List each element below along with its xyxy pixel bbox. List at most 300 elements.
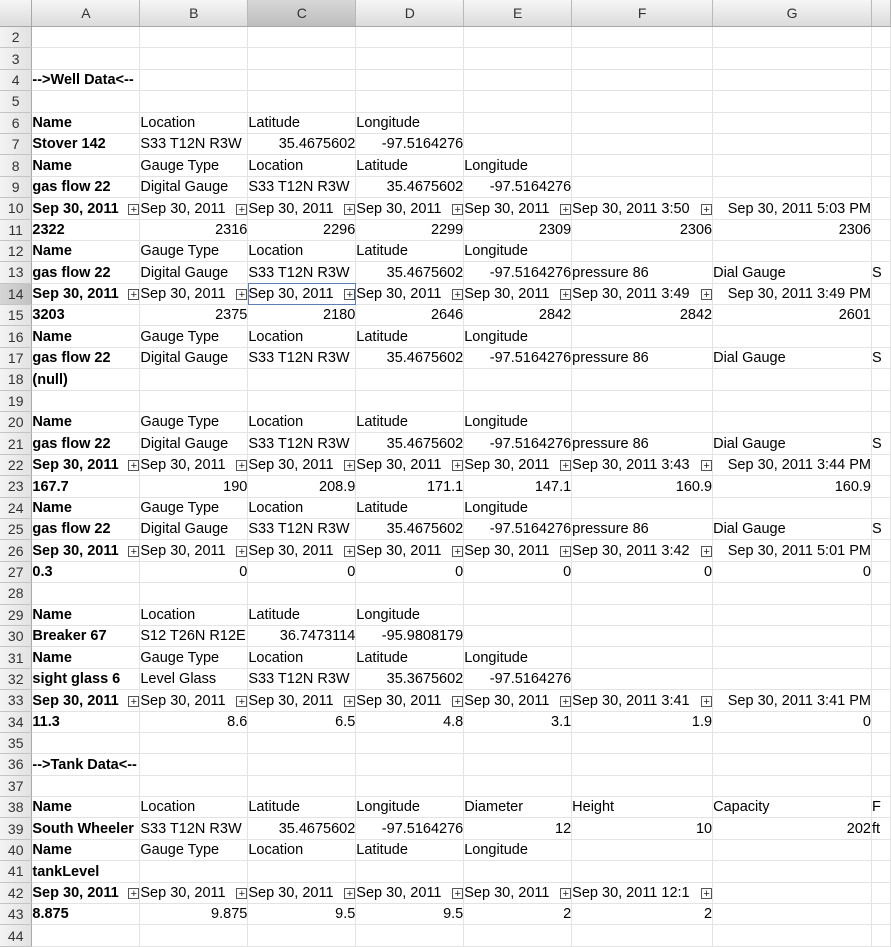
- expand-icon[interactable]: +: [560, 888, 571, 899]
- cell[interactable]: pressure 86: [572, 262, 713, 283]
- expand-icon[interactable]: +: [236, 204, 247, 215]
- cell[interactable]: Longitude: [464, 326, 572, 347]
- expand-icon[interactable]: +: [236, 696, 247, 707]
- expand-icon[interactable]: +: [344, 204, 355, 215]
- cell[interactable]: 2: [572, 904, 713, 925]
- expand-icon[interactable]: +: [701, 460, 712, 471]
- cell[interactable]: -97.5164276: [464, 433, 572, 454]
- cell[interactable]: [872, 711, 891, 732]
- cell[interactable]: [872, 476, 891, 497]
- cell[interactable]: 35.4675602: [356, 176, 464, 197]
- cell[interactable]: [140, 27, 248, 48]
- cell[interactable]: [356, 198, 464, 219]
- cell[interactable]: 35.4675602: [356, 518, 464, 539]
- row-header[interactable]: 21: [0, 433, 32, 454]
- cell[interactable]: 2322: [32, 219, 140, 240]
- cell[interactable]: [356, 882, 464, 903]
- cell[interactable]: Longitude: [356, 112, 464, 133]
- cell[interactable]: [248, 775, 356, 796]
- cell[interactable]: 3.1: [464, 711, 572, 732]
- cell[interactable]: -97.5164276: [464, 518, 572, 539]
- cell[interactable]: Digital Gauge: [140, 176, 248, 197]
- cell[interactable]: Gauge Type: [140, 412, 248, 433]
- cell[interactable]: [572, 112, 713, 133]
- expand-icon[interactable]: +: [560, 460, 571, 471]
- row-header[interactable]: 40: [0, 839, 32, 860]
- cell[interactable]: [872, 412, 891, 433]
- cell[interactable]: 8.875: [32, 904, 140, 925]
- row-header[interactable]: 3: [0, 48, 32, 69]
- cell[interactable]: Location: [248, 240, 356, 261]
- cell[interactable]: [248, 27, 356, 48]
- cell[interactable]: Sep 30, 2011 3:44 PM: [713, 454, 872, 475]
- cell[interactable]: [872, 91, 891, 112]
- cell[interactable]: 9.875: [140, 904, 248, 925]
- cell[interactable]: Longitude: [464, 839, 572, 860]
- row-header[interactable]: 41: [0, 861, 32, 882]
- cell[interactable]: S12 T26N R12E: [140, 625, 248, 646]
- cell[interactable]: [872, 732, 891, 753]
- expand-icon[interactable]: +: [128, 460, 139, 471]
- row-header[interactable]: 26: [0, 540, 32, 561]
- cell[interactable]: Sep 30, 2011 3:49 PM: [713, 283, 872, 304]
- cell[interactable]: [872, 283, 891, 304]
- cell[interactable]: [32, 27, 140, 48]
- cell[interactable]: Dial Gauge: [713, 518, 872, 539]
- cell[interactable]: [572, 775, 713, 796]
- cell[interactable]: [872, 48, 891, 69]
- row-header[interactable]: 31: [0, 647, 32, 668]
- cell[interactable]: [872, 647, 891, 668]
- cell[interactable]: [32, 283, 140, 304]
- cell[interactable]: [32, 690, 140, 711]
- cell[interactable]: [140, 754, 248, 775]
- cell[interactable]: Latitude: [356, 412, 464, 433]
- expand-icon[interactable]: +: [560, 696, 571, 707]
- cell[interactable]: [248, 583, 356, 604]
- row-header[interactable]: 30: [0, 625, 32, 646]
- row-header[interactable]: 7: [0, 133, 32, 154]
- cell[interactable]: Location: [140, 604, 248, 625]
- cell[interactable]: [713, 412, 872, 433]
- cell[interactable]: S33 T12N R3W: [248, 176, 356, 197]
- expand-icon[interactable]: +: [344, 546, 355, 557]
- expand-icon[interactable]: +: [236, 546, 247, 557]
- cell[interactable]: [872, 326, 891, 347]
- cell[interactable]: [713, 69, 872, 90]
- cell[interactable]: 2601: [713, 305, 872, 326]
- row-header[interactable]: 13: [0, 262, 32, 283]
- cell[interactable]: [872, 112, 891, 133]
- cell[interactable]: 0: [464, 561, 572, 582]
- cell[interactable]: [572, 176, 713, 197]
- row-header[interactable]: 39: [0, 818, 32, 839]
- expand-icon[interactable]: +: [701, 696, 712, 707]
- cell[interactable]: gas flow 22: [32, 262, 140, 283]
- cell[interactable]: [572, 839, 713, 860]
- cell[interactable]: [464, 69, 572, 90]
- cell[interactable]: Gauge Type: [140, 326, 248, 347]
- cell[interactable]: (null): [32, 369, 140, 390]
- cell[interactable]: [464, 732, 572, 753]
- expand-icon[interactable]: +: [236, 888, 247, 899]
- cell[interactable]: [464, 861, 572, 882]
- row-header[interactable]: 34: [0, 711, 32, 732]
- cell[interactable]: [713, 861, 872, 882]
- cell[interactable]: Dial Gauge: [713, 262, 872, 283]
- expand-icon[interactable]: +: [452, 460, 463, 471]
- cell[interactable]: Location: [248, 647, 356, 668]
- cell[interactable]: [356, 732, 464, 753]
- cell[interactable]: Sep 30, 2011 5:01 PM: [713, 540, 872, 561]
- cell[interactable]: Location: [248, 497, 356, 518]
- cell[interactable]: [32, 732, 140, 753]
- cell[interactable]: Location: [248, 155, 356, 176]
- cell[interactable]: Gauge Type: [140, 240, 248, 261]
- cell[interactable]: [356, 583, 464, 604]
- cell[interactable]: [464, 48, 572, 69]
- expand-icon[interactable]: +: [701, 888, 712, 899]
- cell[interactable]: [572, 390, 713, 411]
- expand-icon[interactable]: +: [344, 289, 355, 300]
- row-header[interactable]: 17: [0, 347, 32, 368]
- row-header[interactable]: 12: [0, 240, 32, 261]
- cell[interactable]: S33 T12N R3W: [140, 133, 248, 154]
- cell[interactable]: 2306: [572, 219, 713, 240]
- cell[interactable]: [356, 540, 464, 561]
- cell[interactable]: [713, 583, 872, 604]
- row-header[interactable]: 22: [0, 454, 32, 475]
- cell[interactable]: [32, 198, 140, 219]
- cell[interactable]: [248, 754, 356, 775]
- cell[interactable]: [32, 540, 140, 561]
- cell[interactable]: [32, 454, 140, 475]
- cell[interactable]: [140, 369, 248, 390]
- cell[interactable]: 0: [713, 711, 872, 732]
- cell[interactable]: [713, 732, 872, 753]
- cell[interactable]: Location: [140, 112, 248, 133]
- cell[interactable]: S33 T12N R3W: [248, 668, 356, 689]
- cell[interactable]: F: [872, 797, 891, 818]
- cell[interactable]: [248, 732, 356, 753]
- cell[interactable]: [872, 27, 891, 48]
- cell[interactable]: 0: [356, 561, 464, 582]
- cell[interactable]: -97.5164276: [356, 133, 464, 154]
- expand-icon[interactable]: +: [236, 460, 247, 471]
- cell[interactable]: S33 T12N R3W: [140, 818, 248, 839]
- cell[interactable]: [572, 283, 713, 304]
- cell[interactable]: S33 T12N R3W: [248, 347, 356, 368]
- cell[interactable]: Longitude: [464, 412, 572, 433]
- cell[interactable]: [572, 91, 713, 112]
- cell[interactable]: Latitude: [356, 155, 464, 176]
- cell[interactable]: [872, 133, 891, 154]
- cell[interactable]: S33 T12N R3W: [248, 433, 356, 454]
- cell[interactable]: [572, 454, 713, 475]
- cell[interactable]: -97.5164276: [464, 668, 572, 689]
- cell[interactable]: [572, 540, 713, 561]
- cell[interactable]: Latitude: [356, 647, 464, 668]
- cell[interactable]: [713, 754, 872, 775]
- cell[interactable]: [356, 91, 464, 112]
- cell[interactable]: 2842: [464, 305, 572, 326]
- cell[interactable]: [32, 925, 140, 946]
- cell[interactable]: [572, 155, 713, 176]
- cell[interactable]: Name: [32, 647, 140, 668]
- row-header[interactable]: 9: [0, 176, 32, 197]
- cell[interactable]: 2316: [140, 219, 248, 240]
- cell[interactable]: [464, 625, 572, 646]
- cell[interactable]: Sep 30, 2011 5:03 PM: [713, 198, 872, 219]
- cell[interactable]: [713, 390, 872, 411]
- cell[interactable]: [248, 690, 356, 711]
- cell[interactable]: 2180: [248, 305, 356, 326]
- expand-icon[interactable]: +: [452, 888, 463, 899]
- expand-icon[interactable]: +: [452, 696, 463, 707]
- cell[interactable]: sight glass 6: [32, 668, 140, 689]
- cell[interactable]: [248, 91, 356, 112]
- cell[interactable]: Digital Gauge: [140, 433, 248, 454]
- cell[interactable]: [872, 839, 891, 860]
- cell[interactable]: -97.5164276: [464, 347, 572, 368]
- cell[interactable]: [464, 775, 572, 796]
- cell[interactable]: [713, 839, 872, 860]
- cell[interactable]: [872, 540, 891, 561]
- cell[interactable]: Gauge Type: [140, 839, 248, 860]
- cell[interactable]: 0: [713, 561, 872, 582]
- cell[interactable]: [140, 454, 248, 475]
- cell[interactable]: [872, 390, 891, 411]
- cell[interactable]: -95.9808179: [356, 625, 464, 646]
- expand-icon[interactable]: +: [560, 546, 571, 557]
- cell[interactable]: 9.5: [356, 904, 464, 925]
- expand-icon[interactable]: +: [344, 888, 355, 899]
- cell[interactable]: [140, 882, 248, 903]
- row-header[interactable]: 8: [0, 155, 32, 176]
- cell[interactable]: 35.4675602: [356, 433, 464, 454]
- cell[interactable]: Latitude: [356, 326, 464, 347]
- cell[interactable]: [572, 27, 713, 48]
- cell[interactable]: 190: [140, 476, 248, 497]
- cell[interactable]: 171.1: [356, 476, 464, 497]
- cell[interactable]: [572, 583, 713, 604]
- cell[interactable]: Name: [32, 326, 140, 347]
- cell[interactable]: [140, 583, 248, 604]
- cell[interactable]: [32, 48, 140, 69]
- cell[interactable]: [140, 861, 248, 882]
- cell[interactable]: [140, 690, 248, 711]
- cell[interactable]: [248, 882, 356, 903]
- cell[interactable]: [872, 561, 891, 582]
- row-header[interactable]: 42: [0, 882, 32, 903]
- cell[interactable]: Latitude: [356, 240, 464, 261]
- cell[interactable]: -97.5164276: [356, 818, 464, 839]
- cell[interactable]: [356, 454, 464, 475]
- cell[interactable]: [140, 198, 248, 219]
- cell[interactable]: [572, 604, 713, 625]
- cell[interactable]: gas flow 22: [32, 347, 140, 368]
- cell[interactable]: [572, 326, 713, 347]
- cell[interactable]: [464, 690, 572, 711]
- cell[interactable]: [140, 91, 248, 112]
- cell[interactable]: [356, 861, 464, 882]
- cell[interactable]: tankLevel: [32, 861, 140, 882]
- cell[interactable]: Height: [572, 797, 713, 818]
- cell[interactable]: [713, 904, 872, 925]
- row-header[interactable]: 11: [0, 219, 32, 240]
- cell[interactable]: [248, 861, 356, 882]
- cell[interactable]: [872, 155, 891, 176]
- cell[interactable]: [464, 198, 572, 219]
- expand-icon[interactable]: +: [128, 546, 139, 557]
- cell[interactable]: 2375: [140, 305, 248, 326]
- cell[interactable]: [872, 240, 891, 261]
- cell[interactable]: [248, 925, 356, 946]
- column-header-h[interactable]: [872, 0, 891, 27]
- cell[interactable]: [572, 925, 713, 946]
- cell[interactable]: Latitude: [248, 604, 356, 625]
- row-header[interactable]: 2: [0, 27, 32, 48]
- cell[interactable]: 0: [140, 561, 248, 582]
- cell[interactable]: Digital Gauge: [140, 262, 248, 283]
- cell[interactable]: [248, 48, 356, 69]
- cell[interactable]: [872, 625, 891, 646]
- cell[interactable]: [248, 198, 356, 219]
- cell[interactable]: S33 T12N R3W: [248, 262, 356, 283]
- cell[interactable]: [356, 390, 464, 411]
- cell[interactable]: 35.4675602: [248, 133, 356, 154]
- cell[interactable]: [572, 133, 713, 154]
- cell[interactable]: Longitude: [464, 647, 572, 668]
- cell[interactable]: 0: [572, 561, 713, 582]
- cell[interactable]: Digital Gauge: [140, 518, 248, 539]
- row-header[interactable]: 43: [0, 904, 32, 925]
- cell[interactable]: 2306: [713, 219, 872, 240]
- cell[interactable]: 3203: [32, 305, 140, 326]
- cell[interactable]: [140, 283, 248, 304]
- cell[interactable]: [356, 925, 464, 946]
- cell[interactable]: [464, 390, 572, 411]
- cell[interactable]: Digital Gauge: [140, 347, 248, 368]
- cell[interactable]: [713, 155, 872, 176]
- cell[interactable]: 2: [464, 904, 572, 925]
- row-header[interactable]: 14: [0, 283, 32, 304]
- cell[interactable]: [713, 647, 872, 668]
- cell[interactable]: [572, 732, 713, 753]
- row-header[interactable]: 32: [0, 668, 32, 689]
- cell[interactable]: 35.4675602: [356, 262, 464, 283]
- cell[interactable]: S: [872, 518, 891, 539]
- expand-icon[interactable]: +: [452, 546, 463, 557]
- cell[interactable]: Latitude: [356, 839, 464, 860]
- cell[interactable]: [572, 625, 713, 646]
- cell[interactable]: Name: [32, 412, 140, 433]
- cell[interactable]: -->Well Data<--: [32, 69, 140, 90]
- cell[interactable]: gas flow 22: [32, 518, 140, 539]
- expand-icon[interactable]: +: [560, 289, 571, 300]
- cell[interactable]: [356, 48, 464, 69]
- row-header[interactable]: 33: [0, 690, 32, 711]
- cell[interactable]: [356, 283, 464, 304]
- cell[interactable]: 2296: [248, 219, 356, 240]
- expand-icon[interactable]: +: [128, 204, 139, 215]
- cell[interactable]: Level Glass: [140, 668, 248, 689]
- cell[interactable]: [713, 91, 872, 112]
- cell[interactable]: [713, 112, 872, 133]
- cell[interactable]: 8.6: [140, 711, 248, 732]
- cell[interactable]: [713, 625, 872, 646]
- cell[interactable]: [713, 133, 872, 154]
- cell[interactable]: [572, 412, 713, 433]
- cell[interactable]: [572, 668, 713, 689]
- cell[interactable]: 0: [248, 561, 356, 582]
- cell[interactable]: [464, 91, 572, 112]
- row-header[interactable]: 10: [0, 198, 32, 219]
- cell[interactable]: 1.9: [572, 711, 713, 732]
- cell[interactable]: Name: [32, 155, 140, 176]
- row-header[interactable]: 18: [0, 369, 32, 390]
- cell[interactable]: [464, 604, 572, 625]
- cell[interactable]: 2299: [356, 219, 464, 240]
- cell[interactable]: 0.3: [32, 561, 140, 582]
- cell[interactable]: [872, 454, 891, 475]
- expand-icon[interactable]: +: [701, 289, 712, 300]
- cell[interactable]: 2309: [464, 219, 572, 240]
- cell[interactable]: ft: [872, 818, 891, 839]
- cell[interactable]: [872, 176, 891, 197]
- cell[interactable]: [872, 497, 891, 518]
- cell[interactable]: [356, 369, 464, 390]
- cell[interactable]: S: [872, 433, 891, 454]
- cell[interactable]: [713, 497, 872, 518]
- cell[interactable]: 4.8: [356, 711, 464, 732]
- cell[interactable]: Longitude: [464, 155, 572, 176]
- cell[interactable]: pressure 86: [572, 347, 713, 368]
- cell[interactable]: [464, 540, 572, 561]
- expand-icon[interactable]: +: [560, 204, 571, 215]
- row-header[interactable]: 5: [0, 91, 32, 112]
- cell[interactable]: Name: [32, 240, 140, 261]
- column-header-f[interactable]: F: [572, 0, 713, 27]
- row-header[interactable]: 15: [0, 305, 32, 326]
- cell[interactable]: [572, 69, 713, 90]
- cell[interactable]: Gauge Type: [140, 647, 248, 668]
- cell[interactable]: Diameter: [464, 797, 572, 818]
- expand-icon[interactable]: +: [344, 696, 355, 707]
- cell[interactable]: Dial Gauge: [713, 433, 872, 454]
- cell[interactable]: 35.4675602: [248, 818, 356, 839]
- cell[interactable]: [464, 925, 572, 946]
- cell[interactable]: [140, 732, 248, 753]
- cell[interactable]: 2842: [572, 305, 713, 326]
- cell[interactable]: 160.9: [713, 476, 872, 497]
- cell[interactable]: [872, 882, 891, 903]
- expand-icon[interactable]: +: [128, 289, 139, 300]
- expand-icon[interactable]: +: [128, 696, 139, 707]
- cell[interactable]: Longitude: [464, 497, 572, 518]
- cell[interactable]: [464, 583, 572, 604]
- cell[interactable]: [572, 198, 713, 219]
- cell[interactable]: [872, 690, 891, 711]
- cell[interactable]: 2646: [356, 305, 464, 326]
- cell[interactable]: [572, 240, 713, 261]
- cell[interactable]: Capacity: [713, 797, 872, 818]
- cell[interactable]: [872, 583, 891, 604]
- row-header[interactable]: 16: [0, 326, 32, 347]
- row-header[interactable]: 44: [0, 925, 32, 946]
- expand-icon[interactable]: +: [452, 204, 463, 215]
- cell[interactable]: gas flow 22: [32, 176, 140, 197]
